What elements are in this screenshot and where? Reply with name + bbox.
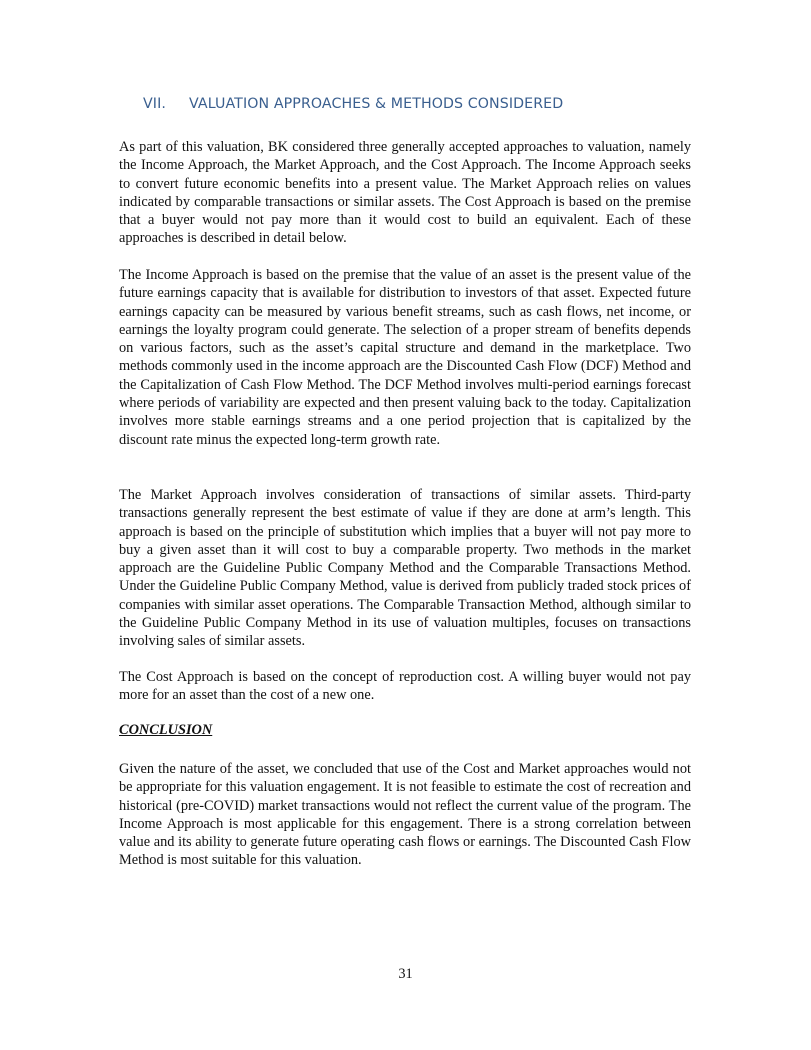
page-number: 31 xyxy=(398,966,413,982)
section-number: VII. xyxy=(143,96,166,112)
paragraph-market-approach: The Market Approach involves consideration of transactions of similar assets. Third-party transactions generally represent the best estimate of value if they are done at arm’s length. This approach is based on the principle of substitution which implies that a buyer will not pay more to buy a given asset than it will cost to buy a comparable property. Two methods in the market approach are the Guideline Public Company Method and the Comparable Transactions Method. Under the Guideline Public Company Method, value is derived from publicly traded stock prices of companies with similar asset operations. The Comparable Transaction Method, although similar to the Guideline Public Company Method in its use of valuation multiples, focuses on transactions involving sales of similar assets. xyxy=(119,487,691,650)
section-heading xyxy=(143,96,563,112)
conclusion-heading: CONCLUSION xyxy=(119,722,213,738)
paragraph-cost-approach: The Cost Approach is based on the concept of reproduction cost. A willing buyer would not pay more for an asset than the cost of a new one. xyxy=(119,669,691,704)
paragraph-approaches-overview: As part of this valuation, BK considered three generally accepted approaches to valuation, namely the Income Approach, the Market Approach, and the Cost Approach. The Income Approach seeks to convert future economic benefits into a present value. The Market Approach relies on values indicated by comparable transactions or similar assets. The Cost Approach is based on the premise that a buyer would not pay more than it would cost to build an equivalent. Each of these approaches is described in detail below. xyxy=(119,139,691,247)
paragraph-conclusion: Given the nature of the asset, we concluded that use of the Cost and Market approaches would not be appropriate for this valuation engagement. It is not feasible to estimate the cost of recreation and historical (pre-COVID) market transactions would not reflect the current value of the program. The Income Approach is most applicable for this engagement. There is a strong correlation between value and its ability to generate future operating cash flows or earnings. The Discounted Cash Flow Method is most suitable for this valuation. xyxy=(119,761,691,869)
paragraph-income-approach: The Income Approach is based on the premise that the value of an asset is the present value of the future earnings capacity that is available for distribution to investors of that asset. Expected future earnings capacity can be measured by various benefit streams, such as cash flows, net income, or earnings the loyalty program could generate. The selection of a proper stream of benefits depends on various factors, such as the asset’s capital structure and demand in the marketplace. Two methods commonly used in the income approach are the Discounted Cash Flow (DCF) Method and the Capitalization of Cash Flow Method. The DCF Method involves multi-period earnings forecast where periods of variability are expected and then present valuing back to the today. Capitalization involves more stable earnings streams and a one period projection that is capitalized by the discount rate minus the expected long-term growth rate. xyxy=(119,267,691,448)
section-title: VALUATION APPROACHES & METHODS CONSIDERED xyxy=(189,96,564,112)
